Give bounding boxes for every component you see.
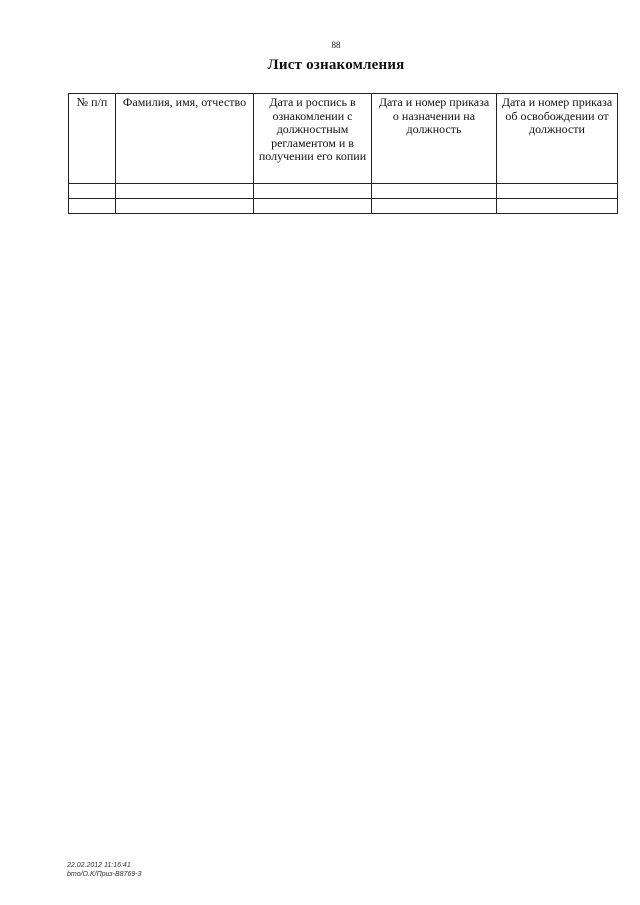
- table-cell: [497, 184, 618, 199]
- header-dismissal-order: Дата и номер приказа об освобождении от должности: [497, 94, 618, 184]
- table-cell: [69, 199, 116, 214]
- header-number: № п/п: [69, 94, 116, 184]
- header-appointment-order: Дата и номер приказа о назначении на должность: [372, 94, 497, 184]
- document-footer: [67, 861, 141, 879]
- page-number: 88: [331, 40, 341, 50]
- table-row: [69, 199, 618, 214]
- table-cell: [254, 199, 372, 214]
- table-cell: [116, 184, 254, 199]
- page-title: Лист ознакомления: [267, 57, 405, 73]
- header-signature-date: Дата и роспись в ознакомлении с должностным регламентом и в получении его копии: [254, 94, 372, 184]
- table-cell: [254, 184, 372, 199]
- table-cell: [116, 199, 254, 214]
- table-cell: [497, 199, 618, 214]
- table-cell: [69, 184, 116, 199]
- table-header-row: [69, 94, 618, 184]
- table-cell: [372, 184, 497, 199]
- header-full-name: Фамилия, имя, отчество: [116, 94, 254, 184]
- footer-reference: bmo/O.K/Приз-В8769-3: [67, 871, 142, 878]
- footer-timestamp: 22.02.2012 11:16:41: [67, 862, 131, 869]
- table-row: [69, 184, 618, 199]
- table-cell: [372, 199, 497, 214]
- acknowledgement-table: [68, 93, 618, 214]
